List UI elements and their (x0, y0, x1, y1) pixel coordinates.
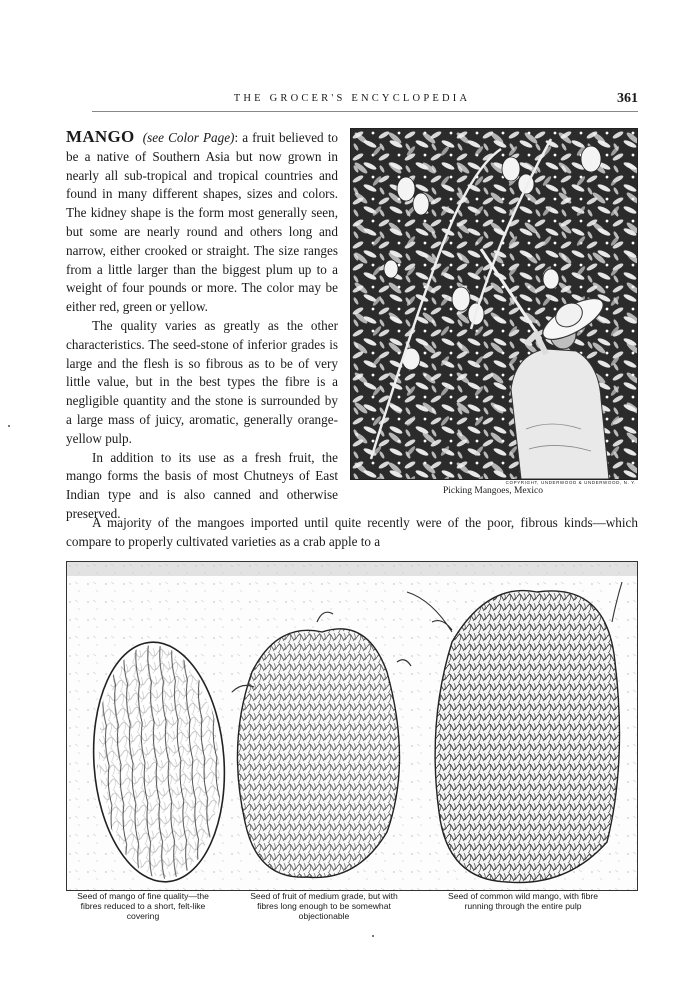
picking-mangoes-caption: Picking Mangoes, Mexico (442, 486, 543, 496)
picking-mangoes-photo (350, 128, 638, 480)
mango-seeds-photo (66, 561, 638, 891)
page-header (66, 93, 638, 111)
article-paragraph-1 (66, 128, 338, 317)
article-paragraph-3: In addition to its use as a fresh fruit, the mango forms the basis of most Chutneys of East Indian type and is also canned and otherwise preserved. (66, 449, 338, 521)
paragraph-1-text: : a fruit believed to be a native of Southern Asia but now grown in nearly all sub-tropical and tropical countries and found in many different shapes, sizes and colors. The kidney shape is the form most generally seen, but some are nearly round and others long and narrow, either crooked or straight. The size ranges from a little larger than the biggest plum up to a weight of four pounds or more. The color may be either red, green or yellow. (66, 130, 338, 315)
article-paragraph-2: The quality varies as greatly as the other characteristics. The seed-stone of inferior grades is large and the flesh is so fibrous as to be of very little value, but in the best types the fibre is a negligible quantity and the stone is surrounded by a large mass of juicy, aromatic, generally orange-yellow pulp. (66, 317, 338, 446)
header-rule (92, 111, 638, 112)
wild-seed-caption: Seed of common wild mango, with fibre running through the entire pulp (448, 891, 598, 911)
article-continuation (66, 514, 638, 552)
page-number: 361 (617, 91, 638, 106)
color-page-reference: (see Color Page) (142, 130, 235, 145)
stray-mark (8, 425, 10, 427)
medium-seed-caption: Seed of fruit of medium grade, but with fibres long enough to be somewhat objectionable (250, 891, 398, 921)
fine-seed-caption: Seed of mango of fine quality—the fibres reduced to a short, felt-like covering (77, 891, 209, 921)
running-title: THE GROCER'S ENCYCLOPEDIA (233, 93, 471, 104)
article-paragraph-4: A majority of the mangoes imported until quite recently were of the poor, fibrous kinds—which compare to properly cultivated varieties as a crab apple to a (66, 515, 638, 549)
photo-credit: COPYRIGHT, UNDERWOOD & UNDERWOOD, N. Y. (505, 480, 636, 485)
mango-seeds-illustration (67, 562, 637, 890)
article-column (66, 128, 338, 524)
headword: MANGO (66, 127, 135, 146)
stray-mark (372, 935, 374, 937)
picking-mangoes-illustration (351, 129, 637, 479)
